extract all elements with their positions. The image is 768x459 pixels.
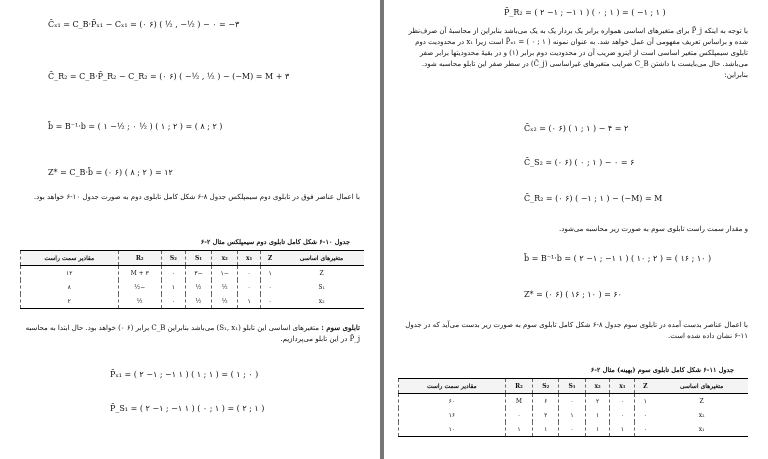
column-header: متغیرهای اساسی	[279, 251, 364, 266]
equation-p-r2: P̄_R₂ = ( ۲ −۱ ; −۱ ۱ ) ( ۰ ; ۱ ) = ( −۱ ; ۱ )	[504, 8, 666, 17]
table-cell: ۲	[585, 394, 610, 409]
table-cell: ½	[212, 280, 238, 294]
table-caption: جدول ۱۰-۶ شکل کامل تابلوی دوم سیمپلکس مثال ۲-۶	[200, 238, 350, 246]
table-row	[21, 266, 365, 281]
table-cell: ۱	[585, 408, 610, 422]
right-page	[384, 0, 768, 459]
simplex-table-third	[398, 378, 748, 437]
table-cell: ۰	[261, 280, 280, 294]
column-header: x₂	[585, 379, 610, 394]
column-header: R₂	[505, 379, 532, 394]
table-caption: جدول ۱۱-۶ شکل کامل تابلوی سوم (بهینه) مثال ۲-۶	[590, 366, 734, 374]
equation-p-s1: P̄_S₁ = ( ۲ −۱ ; −۱ ۱ ) ( ۰ ; ۱ ) = ( ۲ ; ۱ )	[110, 404, 265, 413]
table-cell: M	[505, 394, 532, 409]
table-cell: ۰	[161, 294, 185, 309]
table-cell: x₂	[279, 294, 364, 309]
table-header-row	[21, 251, 365, 266]
table-cell: Z	[699, 397, 704, 405]
table-row	[21, 294, 365, 309]
column-header: مقادیر سمت راست	[21, 251, 119, 266]
equation-objective-third: Z* = (۰ ۶) ( ۱۶ ; ۱۰ ) = ۶۰	[524, 290, 622, 299]
table-row	[399, 408, 749, 422]
table-cell: ۰	[610, 394, 635, 409]
column-header: S₂	[161, 251, 185, 266]
column-header: S₂	[533, 379, 559, 394]
table-cell: ۸	[21, 280, 119, 294]
table-cell: Z	[319, 269, 324, 277]
table-cell: ۲	[21, 294, 119, 309]
table-cell: ۱۶	[399, 408, 506, 422]
table-cell: ۰	[635, 422, 655, 437]
paragraph-rhs: و مقدار سمت راست تابلوی سوم به صورت زیر محاسبه می‌شود.	[559, 225, 748, 233]
table-cell: ۱	[610, 422, 635, 437]
equation-objective: Z* = C_B·b̄ = (۰ ۶) ( ۸ ; ۲ ) = ۱۲	[48, 168, 173, 177]
table-header-row	[399, 379, 749, 394]
table-cell: ۱	[635, 394, 655, 409]
table-cell: −½	[118, 280, 161, 294]
equation-reduced-cost-x1: C̄ₓ₁ = C_B·P̄ₓ₁ − Cₓ₁ = (۰ ۶) ( ½ , −½ ) − ۰ = −۳	[48, 20, 240, 29]
column-header: Z	[635, 379, 655, 394]
table-cell: ۶	[533, 394, 559, 409]
paragraph-second-tableau: با اعمال عناصر فوق در تابلوی دوم سیمپلکس جدول ۸-۶ شکل کامل تابلوی دوم به صورت جدول ۱۰-۶ خواهد بود.	[33, 193, 360, 201]
paragraph-text: متغیرهای اساسی این تابلو (S₁, x₁) می‌باشد بنابراین C_B برابر (۶ ۰) خواهد بود. حال ابتدا به محاسبه P̄_j در این تابلو می‌پردازیم.	[25, 324, 360, 343]
table-row	[399, 422, 749, 437]
table-cell: ½	[185, 280, 211, 294]
column-header: x₂	[212, 251, 238, 266]
column-header: x₁	[610, 379, 635, 394]
paragraph-third-tableau	[20, 322, 360, 345]
table-cell: ۰	[559, 422, 585, 437]
table-cell: ۱	[533, 422, 559, 437]
column-header: S₁	[185, 251, 211, 266]
equation-rhs-third: b̄ = B⁻¹·b = ( ۲ −۱ ; −۱ ۱ ) ( ۱۰ ; ۲ ) = ( ۱۶ ; ۱۰ )	[524, 254, 712, 263]
equation-reduced-cost-s2: C̄_S₂ = (۰ ۶) ( ۰ ; ۱ ) − ۰ = ۶	[524, 158, 635, 167]
table-cell: ۱	[261, 266, 280, 281]
table-cell: ۱	[161, 280, 185, 294]
table-cell: x₂	[698, 411, 705, 419]
table-cell: ½	[118, 294, 161, 309]
table-cell: ۰	[238, 266, 261, 281]
column-header: Z	[261, 251, 280, 266]
column-header: متغیرهای اساسی	[655, 379, 748, 394]
left-page	[0, 0, 380, 459]
table-cell: ۱۰	[399, 422, 506, 437]
simplex-table-second	[20, 250, 364, 309]
equation-reduced-cost-x2: C̄ₓ₂ = (۰ ۶) ( ۱ ; ۱ ) − ۴ = ۲	[524, 124, 629, 133]
table-cell: ۱۲	[21, 266, 119, 281]
equation-p-x1: P̄ₓ₁ = ( ۲ −۱ ; −۱ ۱ ) ( ۱ ; ۱ ) = ( ۱ ; ۰ )	[110, 370, 259, 379]
equation-reduced-cost-r2: C̄_R₂ = (۰ ۶) ( −۱ ; ۱ ) − (−M) = M	[524, 194, 663, 203]
table-cell: −۳	[185, 266, 211, 281]
table-row	[399, 394, 749, 409]
column-header: مقادیر سمت راست	[399, 379, 506, 394]
table-cell: ۰	[559, 394, 585, 409]
equation-rhs: b̄ = B⁻¹·b = ( ۱ −½ ; ۰ ½ ) ( ۱ ; ۲ ) = ( ۸ ; ۲ )	[48, 122, 223, 131]
table-cell: ۰	[505, 408, 532, 422]
equation-reduced-cost-r2: C̄_R₂ = C_B·P̄_R₂ − C_R₂ = (۰ ۶) ( −½ , ½ ) − (−M) = M + ۳	[48, 72, 290, 81]
column-header: S₁	[559, 379, 585, 394]
column-header: x₁	[238, 251, 261, 266]
table-cell: ۱	[238, 294, 261, 309]
section-heading: تابلوی سوم :	[321, 323, 360, 332]
table-row	[21, 280, 365, 294]
table-cell: ۶۰	[399, 394, 506, 409]
table-cell: ۰	[261, 294, 280, 309]
table-cell: ۱	[559, 408, 585, 422]
table-cell: ۱	[505, 422, 532, 437]
table-cell: ۰	[635, 408, 655, 422]
table-cell: S₁	[318, 283, 325, 291]
paragraph-third-table: با اعمال عناصر بدست آمده در تابلوی سوم جدول ۸-۶ شکل کامل تابلوی سوم به صورت زیر بدست می‌آید که در جدول ۱۱-۶ نشان داده شده است.	[405, 321, 748, 340]
table-cell: ۱	[585, 422, 610, 437]
table-cell: ½	[185, 294, 211, 309]
table-cell: ۰	[610, 408, 635, 422]
column-header: R₂	[118, 251, 161, 266]
table-cell: ۲	[533, 408, 559, 422]
table-cell: x₁	[655, 422, 748, 437]
table-cell: ۰	[161, 266, 185, 281]
paragraph-basic-vectors: با توجه به اینکه P̄_j برای متغیرهای اساسی همواره برابر یک بردار یک به یک می‌باشد بنابراین از محاسبهٔ آن صرف‌نظر شده و براساس تعریف مفهومی آن عمل خواهد شد. به عنوان نمونه P̄ₓ₁ = ( ۰ ; ۱ ) است زیرا x₁ در محدودیت دوم تابلوی سیمپلکس متغیر اساسی است از اینرو ضریب آن در محدودیت دوم برابر (۱) و در بقیهٔ محدودیتها برابر صفر می‌باشد. حال می‌بایست با داشتن C_B ضرایب متغیرهای غیراساسی (C̄_j) در سطر صفر این تابلو محاسبه شود. بنابراین:	[408, 27, 748, 79]
table-cell: −۱	[212, 266, 238, 281]
table-cell: M + ۳	[118, 266, 161, 281]
table-cell: ۰	[238, 280, 261, 294]
table-cell: ½	[212, 294, 238, 309]
